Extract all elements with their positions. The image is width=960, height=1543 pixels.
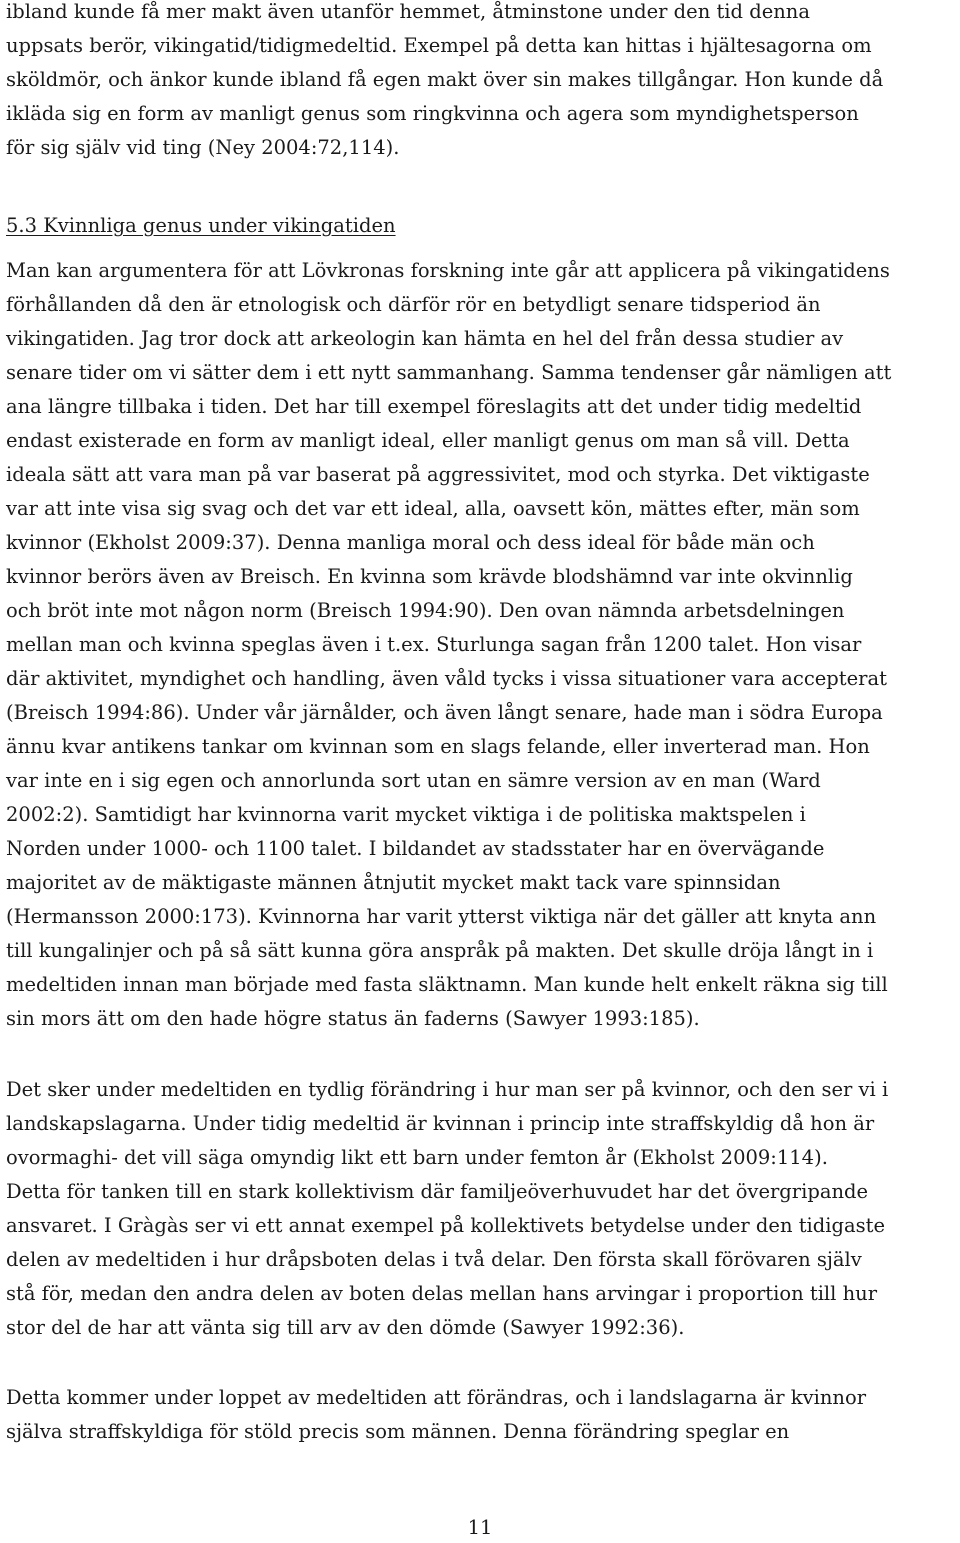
- text-line: endast existerade en form av manligt ideal, eller manligt genus om man så vill. Detta: [6, 429, 850, 452]
- text-line: sköldmör, och änkor kunde ibland få egen makt över sin makes tillgångar. Hon kunde då: [6, 68, 884, 91]
- text-line: ibland kunde få mer makt även utanför hemmet, åtminstone under den tid denna: [6, 0, 810, 23]
- text-line: sin mors ätt om den hade högre status än faderns (Sawyer 1993:185).: [6, 1007, 700, 1030]
- text-line: kvinnor berörs även av Breisch. En kvinna som krävde blodshämnd var inte okvinnlig: [6, 565, 853, 588]
- text-line: landskapslagarna. Under tidig medeltid är kvinnan i princip inte straffskyldig då hon är: [6, 1112, 875, 1135]
- text-line: ikläda sig en form av manligt genus som ringkvinna och agera som myndighetsperson: [6, 102, 859, 125]
- paragraph-closing: [6, 1381, 866, 1449]
- section-heading: 5.3 Kvinnliga genus under vikingatiden: [6, 214, 396, 237]
- text-line: kvinnor (Ekholst 2009:37). Denna manliga moral och dess ideal för både män och: [6, 531, 815, 554]
- text-line: till kungalinjer och på så sätt kunna göra anspråk på makten. Det skulle dröja långt in i: [6, 939, 874, 962]
- text-line: Man kan argumentera för att Lövkronas forskning inte går att applicera på vikingatidens: [6, 259, 890, 282]
- text-line: för sig själv vid ting (Ney 2004:72,114).: [6, 136, 400, 159]
- text-line: Detta för tanken till en stark kollektivism där familjeöverhuvudet har det övergripande: [6, 1180, 869, 1203]
- text-line: där aktivitet, myndighet och handling, även våld tycks i vissa situationer vara accepterat: [6, 667, 887, 690]
- text-line: ännu kvar antikens tankar om kvinnan som en slags felande, eller inverterad man. Hon: [6, 735, 870, 758]
- text-line: förhållanden då den är etnologisk och därför rör en betydligt senare tidsperiod än: [6, 293, 821, 316]
- paragraph-section-body: [6, 254, 891, 1036]
- text-line: majoritet av de mäktigaste männen åtnjutit mycket makt tack vare spinnsidan: [6, 871, 781, 894]
- paragraph-intro: [6, 0, 883, 165]
- text-line: 2002:2). Samtidigt har kvinnorna varit mycket viktiga i de politiska maktspelen i: [6, 803, 806, 826]
- text-line: och bröt inte mot någon norm (Breisch 1994:90). Den ovan nämnda arbetsdelningen: [6, 599, 845, 622]
- text-line: ana längre tillbaka i tiden. Det har till exempel föreslagits att det under tidig medeltid: [6, 395, 862, 418]
- text-line: ovormaghi- det vill säga omyndig likt ett barn under femton år (Ekholst 2009:114).: [6, 1146, 828, 1169]
- text-line: var inte en i sig egen och annorlunda sort utan en sämre version av en man (Ward: [6, 769, 821, 792]
- text-line: Norden under 1000- och 1100 talet. I bildandet av stadsstater har en övervägande: [6, 837, 825, 860]
- text-line: vikingatiden. Jag tror dock att arkeologin kan hämta en hel del från dessa studier av: [6, 327, 844, 350]
- page-number: 11: [467, 1516, 493, 1539]
- paragraph-medieval: [6, 1073, 888, 1345]
- text-line: stå för, medan den andra delen av boten delas mellan hans arvingar i proportion till hur: [6, 1282, 878, 1305]
- text-line: Det sker under medeltiden en tydlig förändring i hur man ser på kvinnor, och den ser vi i: [6, 1078, 889, 1101]
- text-line: delen av medeltiden i hur dråpsboten delas i två delar. Den första skall förövaren själv: [6, 1248, 862, 1271]
- text-line: var att inte visa sig svag och det var ett ideal, alla, oavsett kön, mättes efter, män som: [6, 497, 860, 520]
- text-line: Detta kommer under loppet av medeltiden att förändras, och i landslagarna är kvinnor: [6, 1386, 867, 1409]
- text-line: (Breisch 1994:86). Under vår järnålder, och även långt senare, hade man i södra Europa: [6, 701, 883, 724]
- text-line: ideala sätt att vara man på var baserat på aggressivitet, mod och styrka. Det viktigaste: [6, 463, 870, 486]
- text-line: ansvaret. I Gràgàs ser vi ett annat exempel på kollektivets betydelse under den tidigaste: [6, 1214, 885, 1237]
- text-line: medeltiden innan man började med fasta släktnamn. Man kunde helt enkelt räkna sig till: [6, 973, 888, 996]
- text-line: mellan man och kvinna speglas även i t.ex. Sturlunga sagan från 1200 talet. Hon visar: [6, 633, 862, 656]
- text-line: stor del de har att vänta sig till arv av den dömde (Sawyer 1992:36).: [6, 1316, 685, 1339]
- text-line: själva straffskyldiga för stöld precis som männen. Denna förändring speglar en: [6, 1420, 790, 1443]
- text-line: uppsats berör, vikingatid/tidigmedeltid. Exempel på detta kan hittas i hjältesagorna om: [6, 34, 872, 57]
- text-line: (Hermansson 2000:173). Kvinnorna har varit ytterst viktiga när det gäller att knyta ann: [6, 905, 877, 928]
- text-line: senare tider om vi sätter dem i ett nytt sammanhang. Samma tendenser går nämligen att: [6, 361, 892, 384]
